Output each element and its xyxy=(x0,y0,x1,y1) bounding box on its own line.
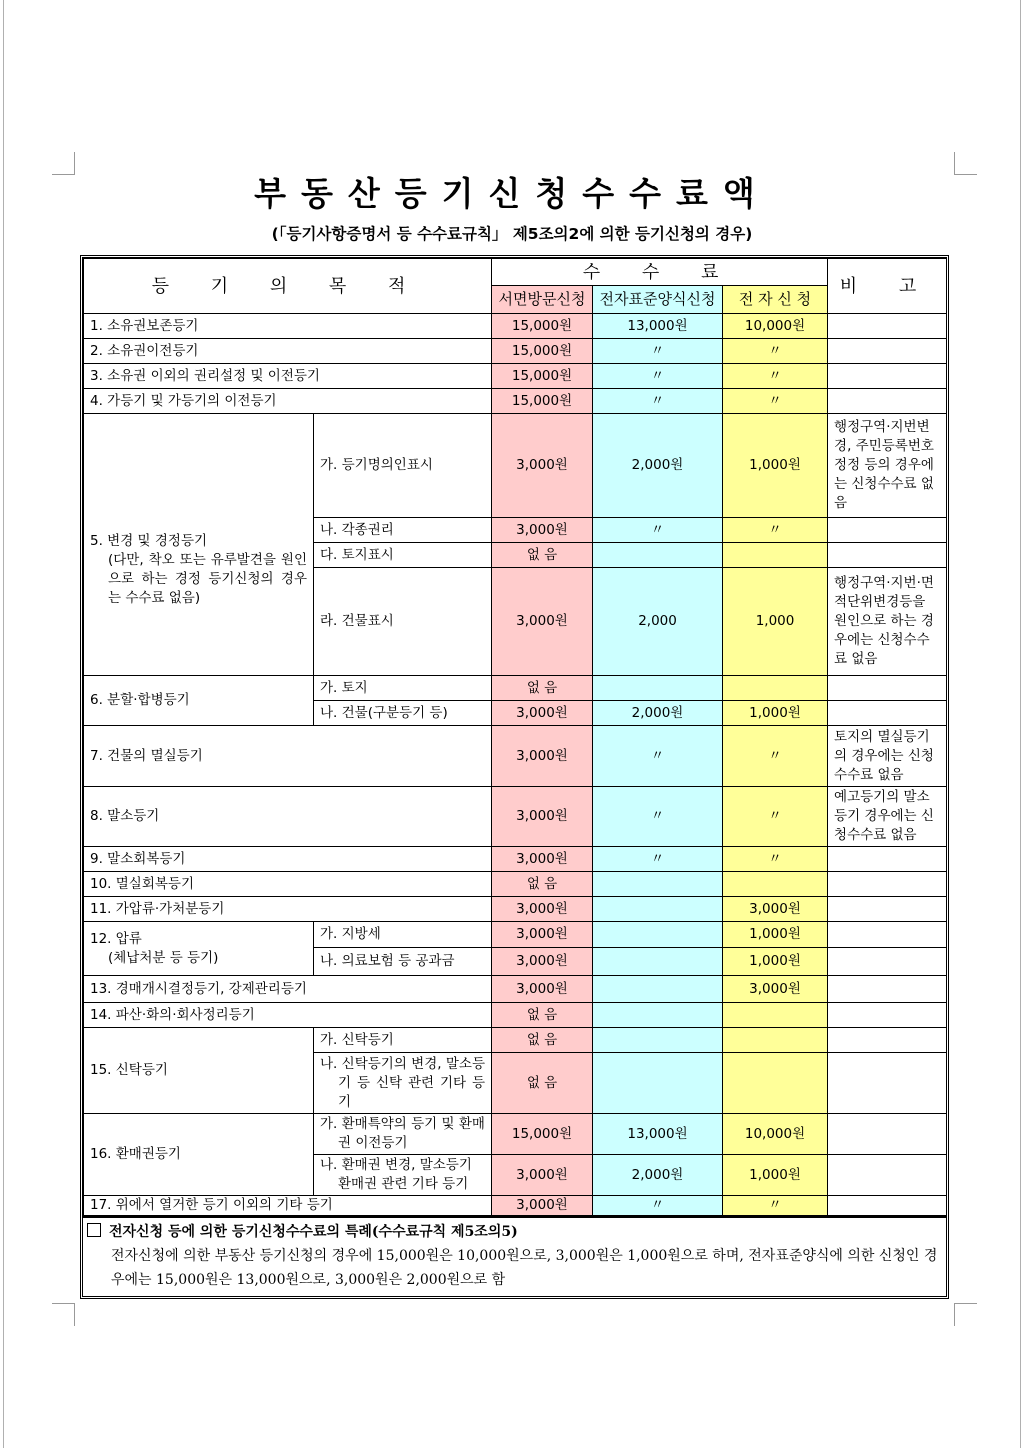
header-fee: 수 수 료 xyxy=(492,259,828,286)
remark-cell: 행정구역·지번·면적단위변경등을 원인으로 하는 경우에는 신청수수료 없음 xyxy=(828,568,947,676)
paper-fee: 3,000원 xyxy=(492,1196,593,1216)
paper-fee: 3,000원 xyxy=(492,518,593,543)
std-fee xyxy=(593,976,723,1003)
table-row xyxy=(84,389,947,414)
elec-fee: 1,000 xyxy=(723,568,828,676)
std-fee xyxy=(593,897,723,922)
elec-fee: 〃 xyxy=(723,847,828,872)
purpose-cell: 10. 멸실회복등기 xyxy=(84,872,492,897)
header-col-paper: 서면방문신청 xyxy=(492,286,593,314)
std-fee: 〃 xyxy=(593,787,723,847)
sub-purpose: 나. 각종권리 xyxy=(314,518,492,543)
elec-fee xyxy=(723,676,828,701)
table-row xyxy=(84,847,947,872)
paper-fee: 3,000원 xyxy=(492,701,593,726)
paper-fee: 없 음 xyxy=(492,543,593,568)
special-case-notice xyxy=(83,1216,946,1296)
remark-cell xyxy=(828,922,947,948)
table-row xyxy=(84,976,947,1003)
paper-fee: 15,000원 xyxy=(492,389,593,414)
paper-fee: 없 음 xyxy=(492,1053,593,1114)
purpose-cell: 11. 가압류·가처분등기 xyxy=(84,897,492,922)
table-row xyxy=(84,414,947,518)
paper-fee: 없 음 xyxy=(492,872,593,897)
elec-fee: 1,000원 xyxy=(723,1155,828,1196)
elec-fee xyxy=(723,872,828,897)
std-fee: 2,000원 xyxy=(593,701,723,726)
remark-cell xyxy=(828,1028,947,1053)
table-row xyxy=(84,1003,947,1028)
std-fee xyxy=(593,872,723,897)
paper-fee: 3,000원 xyxy=(492,948,593,976)
table-row xyxy=(84,339,947,364)
remark-cell xyxy=(828,1196,947,1216)
paper-fee: 없 음 xyxy=(492,1003,593,1028)
purpose-cell: 4. 가등기 및 가등기의 이전등기 xyxy=(84,389,492,414)
sub-purpose: 가. 지방세 xyxy=(314,922,492,948)
elec-fee: 10,000원 xyxy=(723,314,828,339)
purpose-cell: 15. 신탁등기 xyxy=(84,1028,314,1114)
std-fee: 〃 xyxy=(593,726,723,787)
elec-fee: 〃 xyxy=(723,518,828,543)
elec-fee xyxy=(723,1028,828,1053)
std-fee xyxy=(593,948,723,976)
std-fee xyxy=(593,1053,723,1114)
remark-cell xyxy=(828,976,947,1003)
elec-fee: 3,000원 xyxy=(723,897,828,922)
remark-cell xyxy=(828,701,947,726)
left-page-edge xyxy=(3,0,4,1448)
purpose-title: 5. 변경 및 경정등기 xyxy=(90,532,208,549)
table-row xyxy=(84,364,947,389)
elec-fee: 〃 xyxy=(723,339,828,364)
elec-fee: 〃 xyxy=(723,1196,828,1216)
paper-fee: 3,000원 xyxy=(492,1155,593,1196)
paper-fee: 없 음 xyxy=(492,1028,593,1053)
remark-cell xyxy=(828,543,947,568)
sub-purpose: 나. 신탁등기의 변경, 말소등기 등 신탁 관련 기타 등기 xyxy=(314,1053,492,1114)
paper-fee: 없 음 xyxy=(492,676,593,701)
elec-fee: 〃 xyxy=(723,364,828,389)
table-row xyxy=(84,897,947,922)
remark-cell xyxy=(828,847,947,872)
remark-cell: 토지의 멸실등기의 경우에는 신청수수료 없음 xyxy=(828,726,947,787)
purpose-cell: 17. 위에서 열거한 등기 이외의 기타 등기 xyxy=(84,1196,492,1216)
remark-cell: 행정구역·지번변경, 주민등록번호정정 등의 경우에는 신청수수료 없음 xyxy=(828,414,947,518)
table-row xyxy=(84,787,947,847)
paper-fee: 3,000원 xyxy=(492,847,593,872)
table-row xyxy=(84,922,947,948)
purpose-cell: 13. 경매개시결정등기, 강제관리등기 xyxy=(84,976,492,1003)
std-fee: 〃 xyxy=(593,518,723,543)
sub-purpose: 가. 환매특약의 등기 및 환매권 이전등기 xyxy=(314,1114,492,1155)
sub-purpose: 가. 토지 xyxy=(314,676,492,701)
elec-fee: 1,000원 xyxy=(723,948,828,976)
purpose-note: (다만, 착오 또는 유루발견을 원인으로 하는 경정 등기신청의 경우는 수수료 없음) xyxy=(108,551,307,606)
fee-table-container xyxy=(80,255,949,1299)
table-row xyxy=(84,872,947,897)
sub-purpose: 가. 등기명의인표시 xyxy=(314,414,492,518)
purpose-cell: 6. 분할·합병등기 xyxy=(84,676,314,726)
table-row xyxy=(84,726,947,787)
std-fee: 〃 xyxy=(593,847,723,872)
crop-mark-bottom-left xyxy=(52,1303,75,1326)
sub-purpose: 나. 건물(구분등기 등) xyxy=(314,701,492,726)
notice-body: 전자신청에 의한 부동산 등기신청의 경우에 15,000원은 10,000원으로, 3,000원은 1,000원으로 하며, 전자표준양식에 의한 신청인 경우에는 15,000원은 13,000원으로, 3,000원은 2,000원으로 함 xyxy=(111,1248,938,1288)
paper-fee: 15,000원 xyxy=(492,339,593,364)
paper-fee: 3,000원 xyxy=(492,787,593,847)
std-fee: 2,000 xyxy=(593,568,723,676)
crop-mark-bottom-right xyxy=(954,1303,977,1326)
purpose-cell: 16. 환매권등기 xyxy=(84,1114,314,1196)
purpose-cell: 7. 건물의 멸실등기 xyxy=(84,726,492,787)
purpose-cell xyxy=(84,922,314,976)
right-page-edge xyxy=(1020,0,1021,1448)
elec-fee: 〃 xyxy=(723,389,828,414)
sub-purpose: 가. 신탁등기 xyxy=(314,1028,492,1053)
remark-cell xyxy=(828,948,947,976)
elec-fee xyxy=(723,1003,828,1028)
remark-cell xyxy=(828,364,947,389)
header-col-std: 전자표준양식신청 xyxy=(593,286,723,314)
notice-head-line xyxy=(87,1220,940,1244)
paper-fee: 3,000원 xyxy=(492,976,593,1003)
paper-fee: 3,000원 xyxy=(492,922,593,948)
elec-fee: 1,000원 xyxy=(723,701,828,726)
remark-cell xyxy=(828,314,947,339)
paper-fee: 3,000원 xyxy=(492,897,593,922)
table-row xyxy=(84,676,947,701)
header-col-elec: 전 자 신 청 xyxy=(723,286,828,314)
std-fee xyxy=(593,1028,723,1053)
elec-fee: 〃 xyxy=(723,726,828,787)
std-fee: 〃 xyxy=(593,339,723,364)
std-fee: 13,000원 xyxy=(593,1114,723,1155)
header-remark: 비 고 xyxy=(828,259,947,314)
remark-cell xyxy=(828,1155,947,1196)
purpose-cell xyxy=(84,414,314,676)
std-fee xyxy=(593,1003,723,1028)
remark-cell xyxy=(828,676,947,701)
std-fee: 13,000원 xyxy=(593,314,723,339)
std-fee xyxy=(593,922,723,948)
remark-cell xyxy=(828,339,947,364)
table-row xyxy=(84,314,947,339)
remark-cell: 예고등기의 말소등기 경우에는 신청수수료 없음 xyxy=(828,787,947,847)
sub-purpose: 다. 토지표시 xyxy=(314,543,492,568)
purpose-cell: 1. 소유권보존등기 xyxy=(84,314,492,339)
notice-head: 전자신청 등에 의한 등기신청수수료의 특례(수수료규칙 제5조의5) xyxy=(109,1224,518,1240)
std-fee: 〃 xyxy=(593,389,723,414)
paper-fee: 3,000원 xyxy=(492,568,593,676)
remark-cell xyxy=(828,518,947,543)
purpose-cell: 8. 말소등기 xyxy=(84,787,492,847)
remark-cell xyxy=(828,1003,947,1028)
std-fee: 2,000원 xyxy=(593,1155,723,1196)
purpose-cell: 9. 말소회복등기 xyxy=(84,847,492,872)
std-fee: 2,000원 xyxy=(593,414,723,518)
header-purpose: 등 기 의 목 적 xyxy=(84,259,492,314)
paper-fee: 15,000원 xyxy=(492,1114,593,1155)
remark-cell xyxy=(828,897,947,922)
std-fee: 〃 xyxy=(593,1196,723,1216)
paper-fee: 15,000원 xyxy=(492,364,593,389)
std-fee xyxy=(593,676,723,701)
table-row xyxy=(84,1114,947,1155)
sub-purpose: 나. 의료보험 등 공과금 xyxy=(314,948,492,976)
checkbox-square-icon xyxy=(87,1223,101,1237)
fee-table xyxy=(83,258,947,1216)
std-fee xyxy=(593,543,723,568)
table-row xyxy=(84,1196,947,1216)
elec-fee xyxy=(723,543,828,568)
remark-cell xyxy=(828,1114,947,1155)
std-fee: 〃 xyxy=(593,364,723,389)
elec-fee: 3,000원 xyxy=(723,976,828,1003)
elec-fee xyxy=(723,1053,828,1114)
purpose-cell: 2. 소유권이전등기 xyxy=(84,339,492,364)
remark-cell xyxy=(828,1053,947,1114)
paper-fee: 3,000원 xyxy=(492,414,593,518)
page-subtitle: (「등기사항증명서 등 수수료규칙」 제5조의2에 의한 등기신청의 경우) xyxy=(271,225,753,243)
remark-cell xyxy=(828,389,947,414)
purpose-title: 12. 압류 xyxy=(90,930,142,947)
elec-fee: 1,000원 xyxy=(723,922,828,948)
elec-fee: 1,000원 xyxy=(723,414,828,518)
paper-fee: 3,000원 xyxy=(492,726,593,787)
purpose-cell: 3. 소유권 이외의 권리설정 및 이전등기 xyxy=(84,364,492,389)
page-title: 부동산등기신청수수료액 xyxy=(254,174,770,213)
purpose-note: (체납처분 등 등기) xyxy=(108,949,219,966)
sub-purpose: 나. 환매권 변경, 말소등기 환매권 관련 기타 등기 xyxy=(314,1155,492,1196)
purpose-cell: 14. 파산·화의·회사정리등기 xyxy=(84,1003,492,1028)
elec-fee: 〃 xyxy=(723,787,828,847)
paper-fee: 15,000원 xyxy=(492,314,593,339)
table-row xyxy=(84,1028,947,1053)
sub-purpose: 라. 건물표시 xyxy=(314,568,492,676)
remark-cell xyxy=(828,872,947,897)
elec-fee: 10,000원 xyxy=(723,1114,828,1155)
